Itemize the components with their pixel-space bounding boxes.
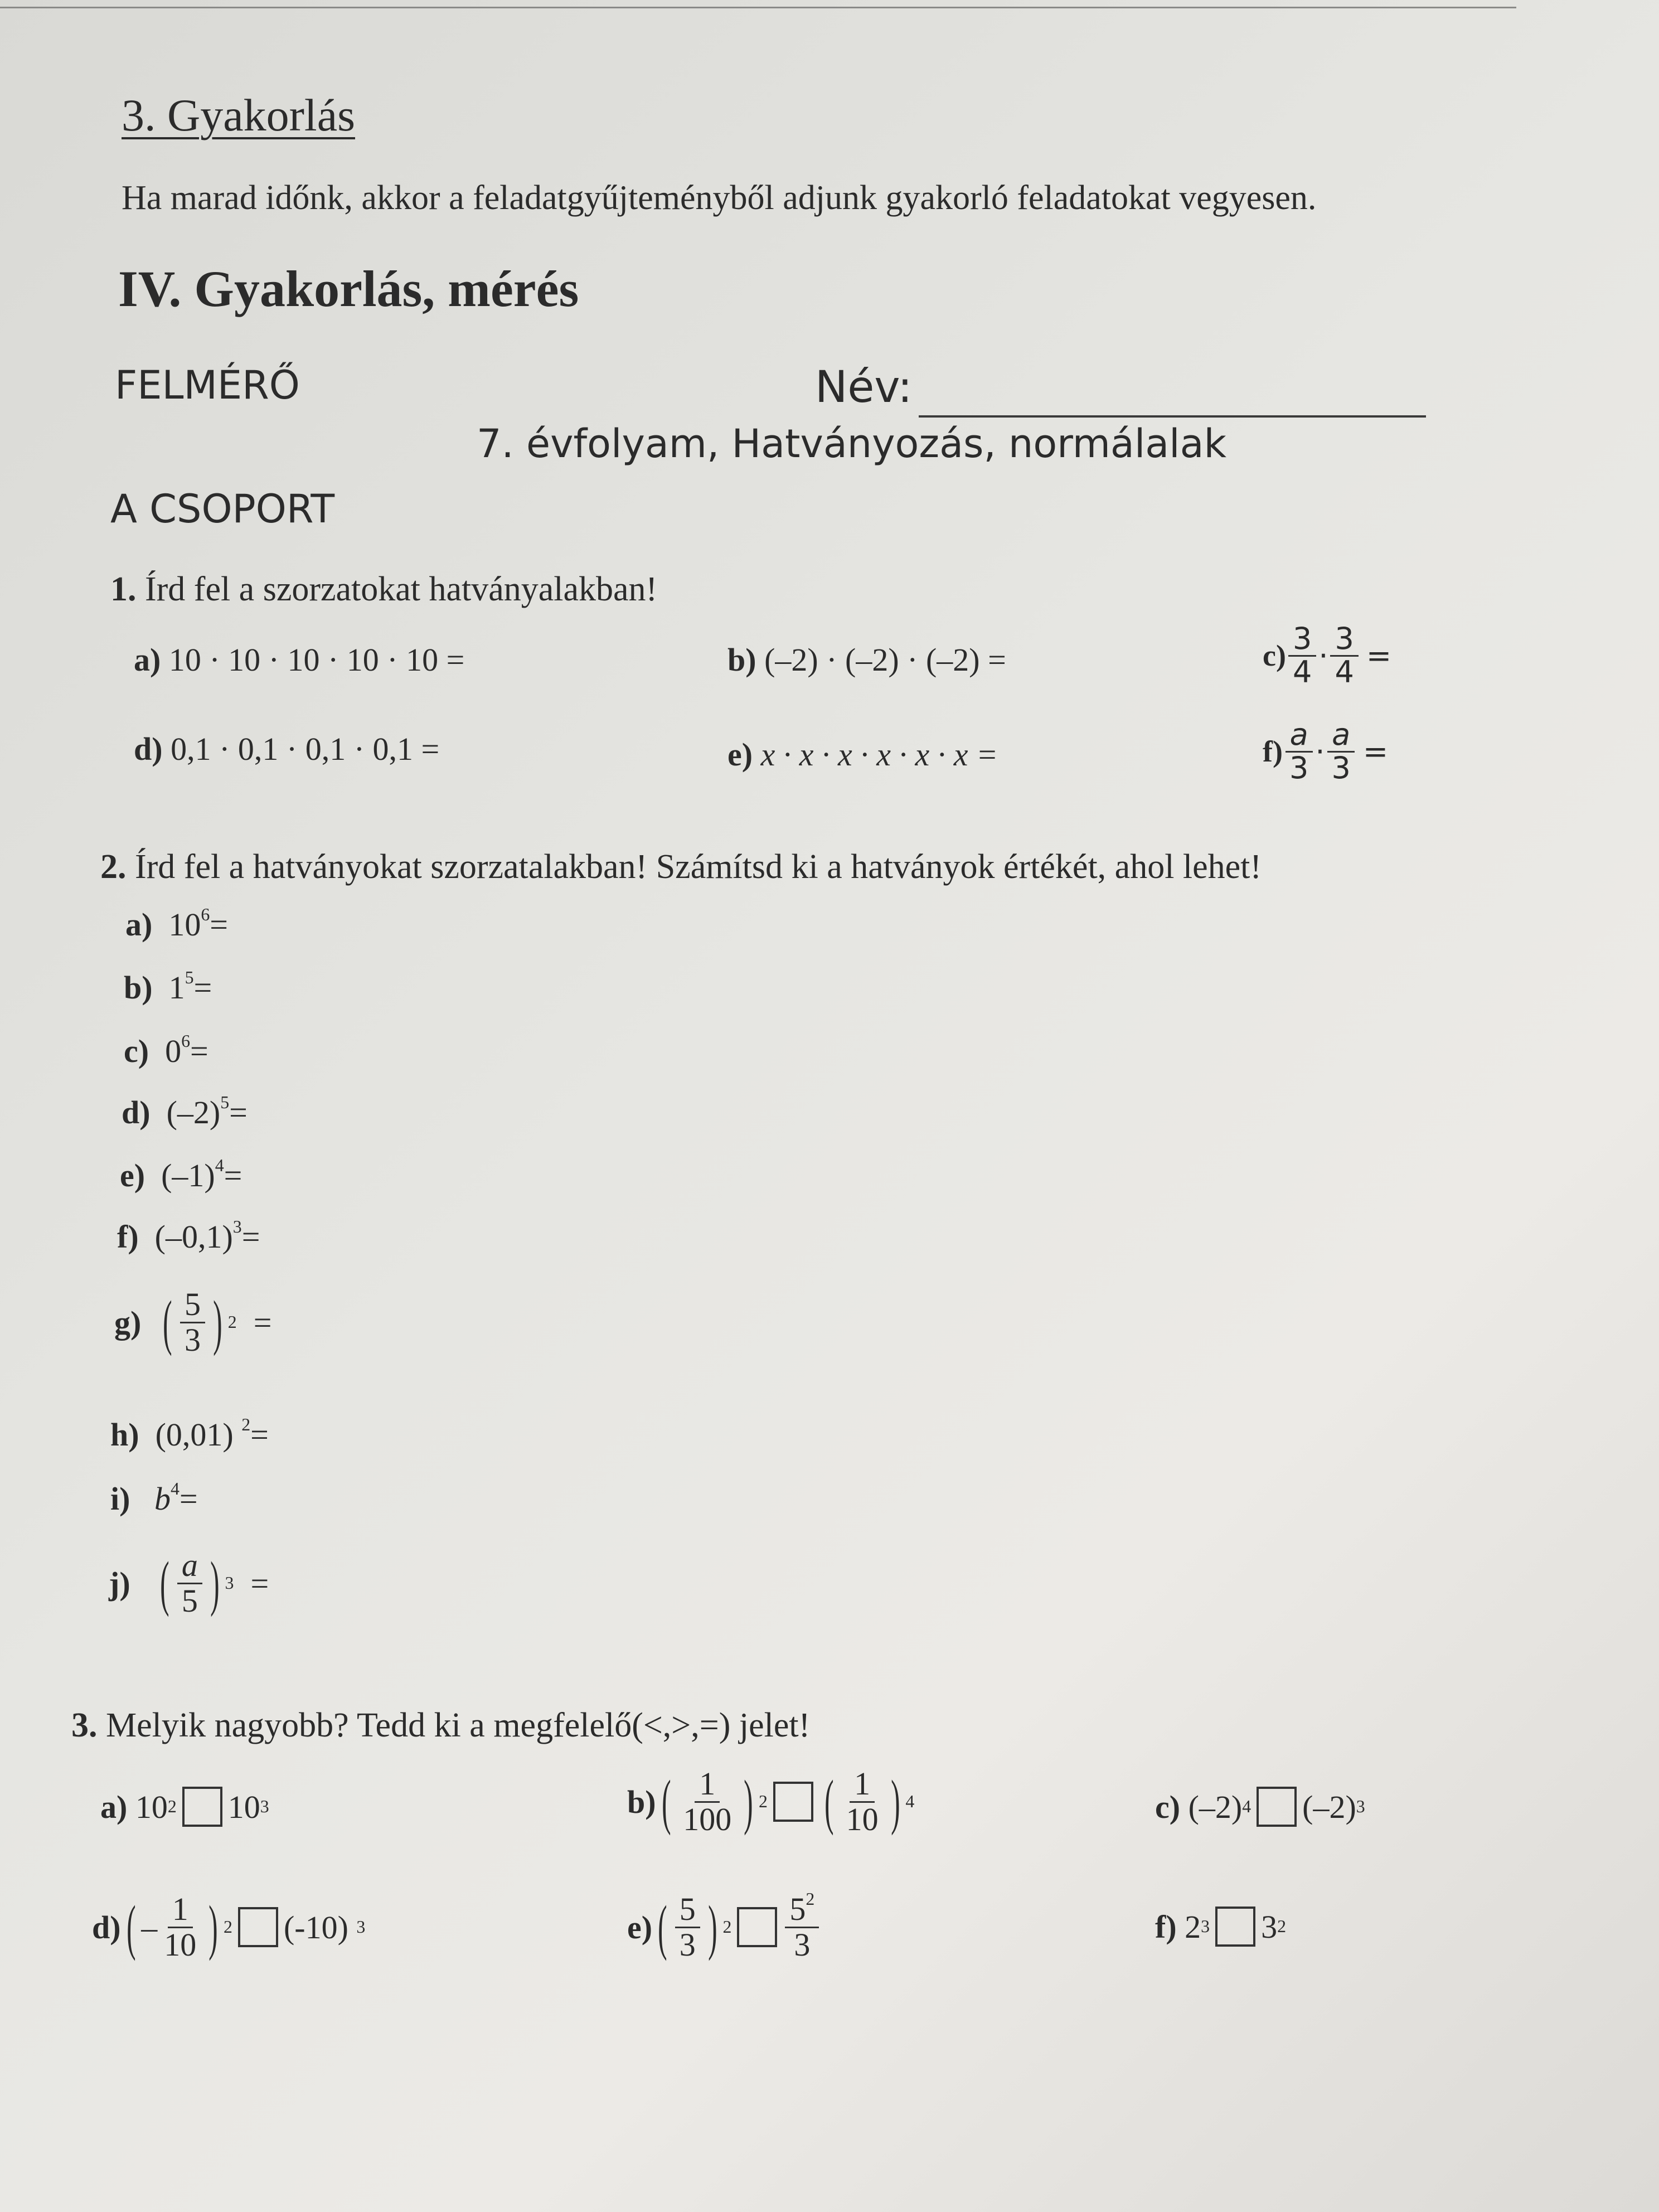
right-paren: ): [707, 1893, 717, 1962]
item-label: c): [1155, 1788, 1181, 1825]
name-field-line[interactable]: [919, 415, 1426, 418]
comparison-answer-box[interactable]: [238, 1907, 278, 1947]
item-label: f): [117, 1219, 139, 1255]
name-label: Név:: [815, 362, 913, 413]
task1-item-a: [134, 641, 464, 678]
task3-item-a: a) 10 2 10 3: [100, 1787, 269, 1827]
comparison-answer-box[interactable]: [1215, 1907, 1255, 1947]
task3-item-e: e) ( $\frac{5}{3}$ ) 2 $\frac{5^2}{3}$: [627, 1893, 821, 1962]
exponent: 2: [806, 1889, 815, 1909]
equals-sign: =: [229, 1094, 248, 1131]
page-top-edge-line: [0, 7, 1516, 8]
exponent: 3: [232, 1216, 242, 1236]
item-expression: 0,1 · 0,1 · 0,1 · 0,1 =: [171, 731, 440, 767]
task2-item-f: [117, 1218, 260, 1255]
equals-sign: =: [1366, 638, 1392, 673]
task2-item-i: [110, 1480, 198, 1517]
task3-prompt: [71, 1706, 810, 1745]
item-expression: (–2) · (–2) · (–2) =: [764, 642, 1006, 678]
exponent: 4: [170, 1478, 180, 1498]
base: (0,01): [155, 1417, 234, 1453]
item-label: c): [1263, 639, 1286, 673]
equals-sign: =: [250, 1417, 269, 1453]
equals-sign: =: [250, 1565, 269, 1602]
comparison-answer-box[interactable]: [773, 1782, 813, 1822]
task1-text: Írd fel a szorzatokat hatványalakban!: [145, 570, 658, 608]
dot: ·: [1318, 638, 1328, 673]
equals-sign: =: [179, 1481, 198, 1517]
item-label: a): [134, 642, 161, 678]
dot: ·: [1315, 734, 1325, 769]
left-paren: (: [126, 1893, 136, 1962]
right-paren: ): [213, 1288, 222, 1357]
task1-item-f: [1263, 719, 1388, 784]
left-paren: (: [658, 1893, 667, 1962]
task2-text: Írd fel a hatványokat szorzatalakban! Számítsd ki a hatványok értékét, ahol lehet!: [135, 848, 1262, 886]
task3-item-f: f) 2 3 3 2: [1155, 1907, 1286, 1947]
item-expression: 10 · 10 · 10 · 10 · 10 =: [168, 642, 465, 678]
base: (–2): [166, 1094, 221, 1131]
item-label: b): [627, 1783, 656, 1820]
exponent: 4: [215, 1155, 224, 1175]
task3-item-b: b) ( $\frac{1}{100}$ ) 2 ( $\frac{1}{10}$ ) 4: [627, 1765, 915, 1837]
fraction: $\frac{a}{3}$: [1327, 719, 1355, 784]
task2-item-d: [122, 1094, 248, 1131]
fraction: $\frac{a}{5}$: [177, 1549, 202, 1618]
minus-sign: –: [141, 1909, 158, 1946]
task2-number: 2.: [100, 848, 127, 886]
left-paren: (: [160, 1549, 169, 1618]
test-subtitle: 7. évfolyam, Hatványozás, normálalak: [477, 421, 1227, 467]
task1-number: 1.: [110, 570, 137, 608]
main-heading: IV. Gyakorlás, mérés: [118, 260, 579, 317]
base: 0: [165, 1033, 182, 1069]
item-label: f): [1155, 1908, 1177, 1945]
item-label: e): [120, 1157, 145, 1194]
item-label: a): [100, 1788, 128, 1825]
task1-prompt: [110, 570, 657, 609]
base: 3: [1261, 1908, 1278, 1945]
fraction: $\frac{1}{10}$: [846, 1765, 879, 1837]
fraction: $\frac{1}{10}$: [164, 1891, 197, 1963]
task1-item-b: [727, 641, 1006, 678]
equals-sign: =: [241, 1219, 260, 1255]
fraction: $\frac{5}{3}$: [675, 1893, 700, 1962]
comparison-answer-box[interactable]: [737, 1907, 777, 1947]
left-paren: (: [163, 1288, 172, 1357]
task3-item-d: d) ( – $\frac{1}{10}$ ) 2 (-10) 3: [92, 1891, 366, 1963]
equals-sign: =: [224, 1157, 242, 1194]
item-expression: x · x · x · x · x · x =: [760, 736, 998, 773]
task2-item-j: j) ( $\frac{a}{5}$ ) 3 =: [109, 1547, 269, 1619]
right-paren: ): [210, 1549, 220, 1618]
fraction: $\frac{3}{4}$: [1330, 623, 1358, 688]
base: b: [154, 1481, 171, 1517]
base: (-10): [283, 1909, 348, 1946]
fraction: $\frac{1}{100}$: [683, 1765, 732, 1837]
item-label: f): [1263, 735, 1283, 769]
equals-sign: =: [253, 1304, 272, 1341]
exponent: 5: [220, 1092, 230, 1112]
task3-number: 3.: [71, 1706, 98, 1744]
task2-item-a: [125, 906, 228, 943]
task2-item-e: [120, 1157, 242, 1194]
item-label: d): [92, 1909, 121, 1946]
item-label: e): [727, 736, 753, 773]
base: (–2): [1188, 1788, 1243, 1825]
group-label: A CSOPORT: [110, 486, 335, 532]
right-paren: ): [744, 1768, 753, 1836]
left-paren: (: [824, 1768, 834, 1836]
item-label: g): [114, 1304, 142, 1341]
task1-item-c: [1263, 623, 1391, 688]
left-paren: (: [661, 1768, 671, 1836]
section-heading: 3. Gyakorlás: [122, 90, 356, 140]
equals-sign: =: [193, 969, 212, 1006]
base: (–2): [1302, 1788, 1356, 1825]
equals-sign: =: [210, 906, 228, 943]
right-paren: ): [890, 1768, 900, 1836]
felmero-label: FELMÉRŐ: [115, 362, 300, 408]
item-label: e): [627, 1909, 653, 1946]
base: (–1): [161, 1157, 215, 1194]
exponent: 6: [201, 904, 210, 924]
comparison-answer-box[interactable]: [1257, 1787, 1297, 1827]
equals-sign: =: [190, 1033, 208, 1069]
equals-sign: =: [1362, 734, 1389, 769]
task3-text: Melyik nagyobb? Tedd ki a megfelelő(<,>,=) jelet!: [106, 1706, 811, 1744]
exponent: 2: [241, 1414, 251, 1434]
base: (–0,1): [154, 1219, 233, 1255]
item-label: b): [124, 969, 153, 1006]
item-label: d): [134, 731, 163, 767]
base: 10: [135, 1788, 168, 1825]
base: 10: [227, 1788, 260, 1825]
task2-item-b: [124, 969, 212, 1006]
item-label: d): [122, 1094, 151, 1131]
right-paren: ): [208, 1893, 218, 1962]
task1-item-d: [134, 730, 439, 768]
base: 1: [168, 969, 185, 1006]
task2-item-g: g) ( $\frac{5}{3}$ ) 2 =: [114, 1286, 272, 1358]
exponent: 6: [181, 1031, 191, 1051]
item-label: b): [727, 642, 756, 678]
fraction-with-exponent: $\frac{5^2}{3}$: [785, 1893, 819, 1962]
task2-prompt: [100, 847, 1262, 887]
base: 10: [168, 906, 201, 943]
intro-text: Ha marad időnk, akkor a feladatgyűjteményből adjunk gyakorló feladatokat vegyesen.: [122, 179, 1317, 217]
item-label: i): [110, 1481, 130, 1517]
comparison-answer-box[interactable]: [182, 1787, 222, 1827]
task3-item-c: c) (–2) 4 (–2) 3: [1155, 1787, 1365, 1827]
base: 2: [1185, 1908, 1201, 1945]
fraction: $\frac{3}{4}$: [1288, 623, 1316, 688]
item-label: a): [125, 906, 153, 943]
item-label: c): [124, 1033, 149, 1069]
fraction: $\frac{5}{3}$: [180, 1288, 205, 1357]
task1-item-e: [727, 736, 998, 773]
item-label: j): [109, 1565, 130, 1602]
exponent: 5: [185, 967, 194, 987]
task2-item-c: [124, 1032, 208, 1070]
task2-item-h: [110, 1416, 269, 1453]
item-label: h): [110, 1417, 139, 1453]
fraction: $\frac{a}{3}$: [1285, 719, 1313, 784]
